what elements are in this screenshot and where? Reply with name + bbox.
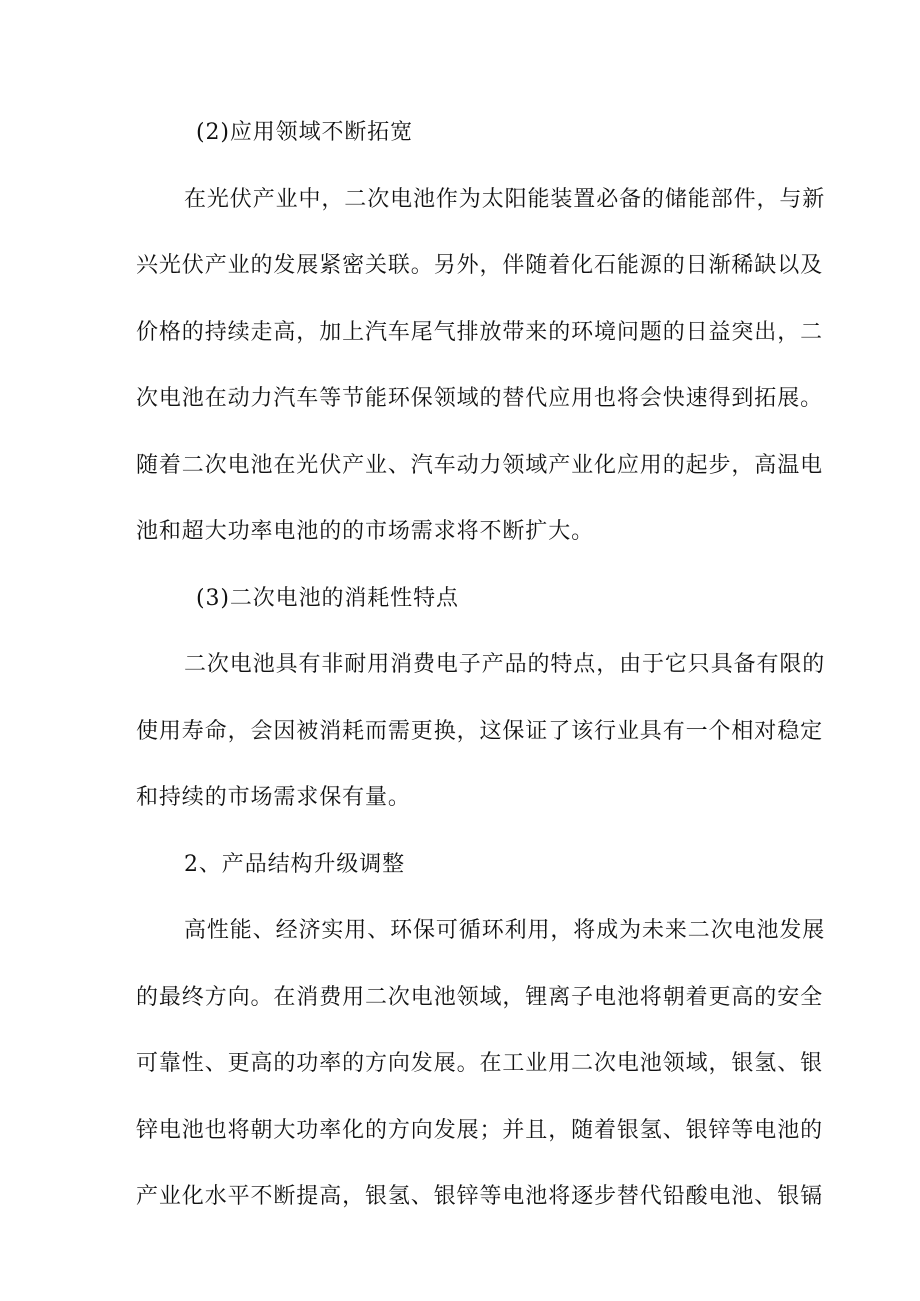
paragraph-line: 锌电池也将朝大功率化的方向发展；并且，随着银氢、银锌等电池的 <box>136 1118 824 1143</box>
subheading-consumable-nature: (3)二次电池的消耗性特点 <box>196 586 459 611</box>
paragraph-line: 可靠性、更高的功率的方向发展。在工业用二次电池领域，银氢、银 <box>136 1051 824 1076</box>
paragraph-line: 次电池在动力汽车等节能环保领域的替代应用也将会快速得到拓展。 <box>136 386 824 411</box>
paragraph-line: 高性能、经济实用、环保可循环利用，将成为未来二次电池发展 <box>184 918 826 943</box>
paragraph-line: 和持续的市场需求保有量。 <box>136 785 411 810</box>
paragraph-line: 池和超大功率电池的的市场需求将不断扩大。 <box>136 519 595 544</box>
paragraph-line: 产业化水平不断提高，银氢、银锌等电池将逐步替代铅酸电池、银镉 <box>136 1184 824 1209</box>
paragraph-line: 的最终方向。在消费用二次电池领域，锂离子电池将朝着更高的安全 <box>136 985 824 1010</box>
subheading-application-fields: (2)应用领域不断拓宽 <box>196 120 414 145</box>
section-title-product-structure: 2、产品结构升级调整 <box>184 852 405 877</box>
paragraph-line: 二次电池具有非耐用消费电子产品的特点，由于它只具备有限的 <box>184 652 826 677</box>
paragraph-line: 价格的持续走高，加上汽车尾气排放带来的环境问题的日益突出，二 <box>136 320 824 345</box>
paragraph-line: 随着二次电池在光伏产业、汽车动力领域产业化应用的起步，高温电 <box>136 453 824 478</box>
paragraph-line: 兴光伏产业的发展紧密关联。另外，伴随着化石能源的日渐稀缺以及 <box>136 253 824 278</box>
paragraph-line: 在光伏产业中，二次电池作为太阳能装置必备的储能部件，与新 <box>184 187 826 212</box>
paragraph-line: 使用寿命，会因被消耗而需更换，这保证了该行业具有一个相对稳定 <box>136 719 824 744</box>
